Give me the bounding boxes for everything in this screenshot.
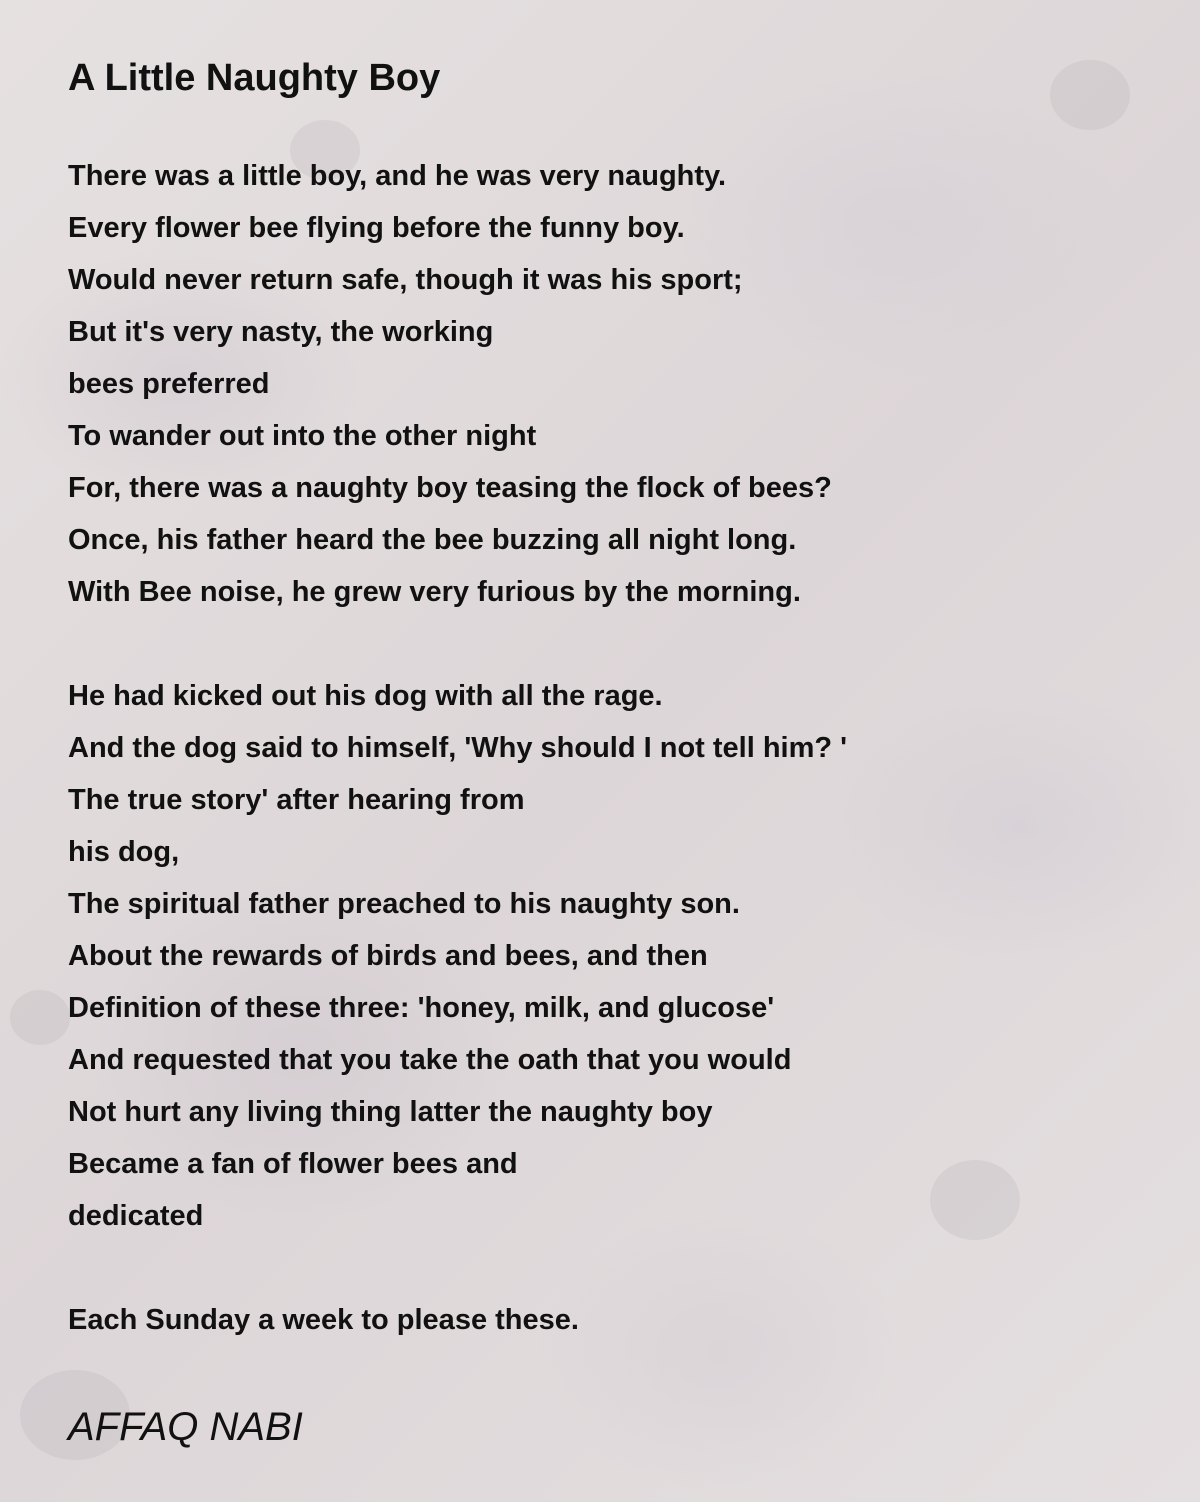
poem-line: But it's very nasty, the working [68, 316, 494, 348]
poem-line: his dog, [68, 836, 180, 868]
background-blot [930, 1160, 1020, 1240]
poem-line: And the dog said to himself, 'Why should I not tell him? ' [68, 732, 848, 764]
poem-line: To wander out into the other night [68, 420, 537, 452]
poem-line: The true story' after hearing from [68, 784, 525, 816]
poem-line: Every flower bee flying before the funny boy. [68, 212, 685, 244]
poem-title: A Little Naughty Boy [68, 57, 441, 99]
poem-line: dedicated [68, 1200, 204, 1232]
stanza-2 [68, 670, 847, 1242]
poem-line: And requested that you take the oath that you would [68, 1044, 792, 1076]
poem-line: Definition of these three: 'honey, milk, and glucose' [68, 992, 775, 1024]
poem-line: Would never return safe, though it was his sport; [68, 264, 743, 296]
poem-line: Became a fan of flower bees and [68, 1148, 518, 1180]
poem-line: Not hurt any living thing latter the naughty boy [68, 1096, 713, 1128]
background-blot [1050, 60, 1130, 130]
poem-line: For, there was a naughty boy teasing the flock of bees? [68, 472, 832, 504]
poem-line: There was a little boy, and he was very naughty. [68, 160, 727, 192]
stanza-3 [68, 1294, 579, 1346]
poem-line: He had kicked out his dog with all the rage. [68, 680, 663, 712]
poem-line: The spiritual father preached to his naughty son. [68, 888, 740, 920]
poem-line: About the rewards of birds and bees, and then [68, 940, 708, 972]
poem-line: bees preferred [68, 368, 270, 400]
poem-line: With Bee noise, he grew very furious by the morning. [68, 576, 801, 608]
author-name: AFFAQ NABI [68, 1405, 303, 1449]
stanza-1 [68, 150, 832, 618]
poem-line: Once, his father heard the bee buzzing all night long. [68, 524, 797, 556]
poem-line: Each Sunday a week to please these. [68, 1304, 579, 1336]
background-blot [10, 990, 70, 1045]
